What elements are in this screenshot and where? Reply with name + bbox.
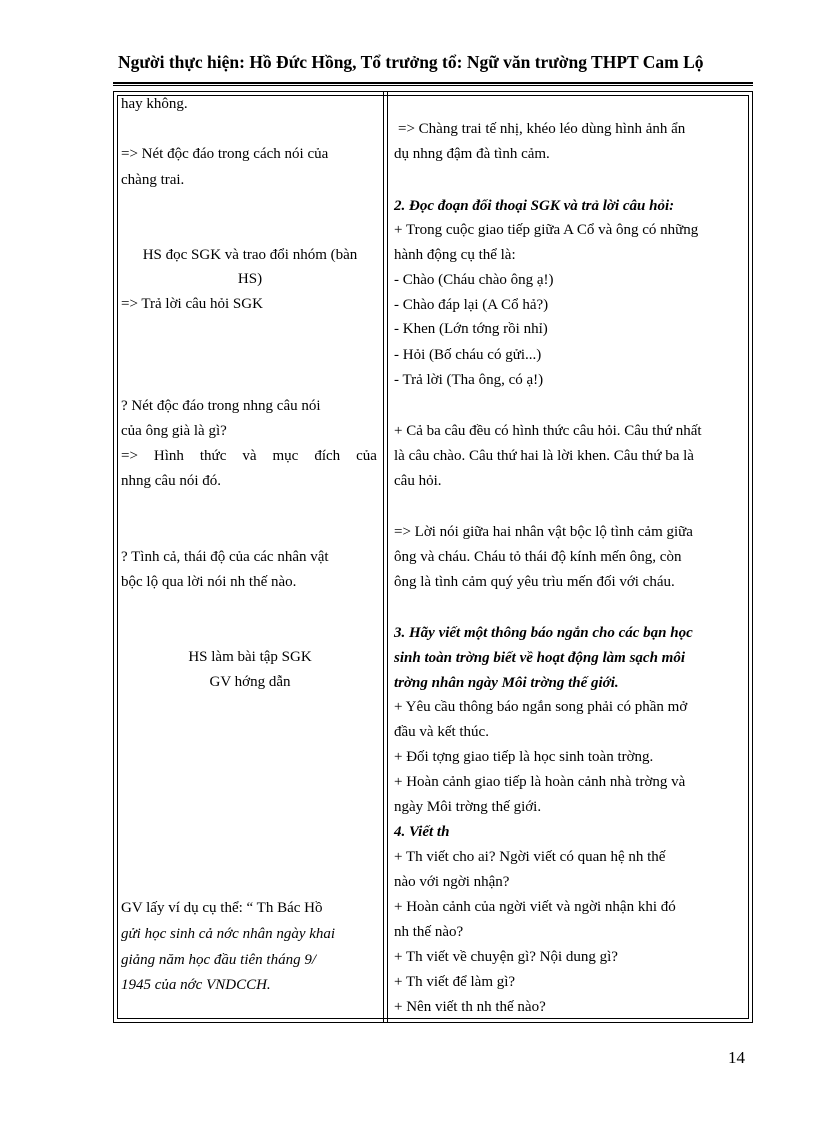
right-text: => Chàng trai tế nhị, khéo léo dùng hình ảnh ẩn	[398, 121, 686, 137]
right-text: + Th viết cho ai? Ngời viết có quan hệ nh thế	[394, 849, 666, 865]
right-text: => Lời nói giữa hai nhân vật bộc lộ tình cảm giữa	[394, 524, 693, 540]
left-text: nhng câu nói đó.	[121, 473, 221, 489]
right-text: - Chào đáp lại (A Cổ hả?)	[394, 297, 549, 313]
right-text: ngày Môi trờng thế giới.	[394, 799, 542, 815]
column-divider	[383, 91, 384, 1023]
left-text: HS)	[237, 271, 263, 287]
right-text: đầu và kết thúc.	[394, 724, 489, 740]
section-heading: 2. Đọc đoạn đối thoại SGK và trả lời câu hỏi:	[394, 198, 675, 214]
section-heading: trờng nhân ngày Môi trờng thế giới.	[394, 675, 619, 691]
left-text: hay không.	[121, 96, 188, 112]
word: đích	[314, 448, 341, 464]
right-text: dụ nhng đậm đà tình cảm.	[394, 146, 550, 162]
right-text: nh thế nào?	[394, 924, 464, 940]
word: và	[242, 448, 257, 464]
right-text: nào với ngời nhận?	[394, 874, 510, 890]
left-text	[121, 447, 377, 465]
page-number: 14	[728, 1048, 745, 1067]
left-text: giảng năm học đầu tiên tháng 9/	[121, 952, 316, 968]
left-text: => Trả lời câu hỏi SGK	[121, 296, 263, 312]
header-rule-thin	[113, 85, 753, 86]
word: của	[356, 448, 377, 464]
right-text: là câu chào. Câu thứ hai là lời khen. Câu thứ ba là	[394, 448, 694, 464]
word: =>	[121, 448, 138, 464]
left-text: của ông già là gì?	[121, 423, 227, 439]
left-text: HS đọc SGK và trao đổi nhóm (bàn	[142, 247, 358, 263]
right-text: - Trả lời (Tha ông, có ạ!)	[394, 372, 544, 388]
word: Hình	[153, 448, 184, 464]
word: mục	[272, 448, 299, 464]
left-text: chàng trai.	[121, 172, 185, 188]
left-text: GV lấy ví dụ cụ thể: “ Th Bác Hồ	[121, 900, 323, 916]
left-text: ? Tình cả, thái độ của các nhân vật	[121, 549, 329, 565]
right-text: - Chào (Cháu chào ông ạ!)	[394, 272, 554, 288]
right-text: + Trong cuộc giao tiếp giữa A Cổ và ông có những	[394, 222, 699, 238]
right-text: + Yêu cầu thông báo ngắn song phải có phần mở	[394, 699, 688, 715]
right-text: câu hỏi.	[394, 473, 442, 489]
left-text: ? Nét độc đáo trong nhng câu nói	[121, 398, 321, 414]
right-text: - Hỏi (Bố cháu có gửi...)	[394, 347, 542, 363]
left-text: 1945 của nớc VNDCCH.	[121, 977, 271, 993]
right-text: ông và cháu. Cháu tỏ thái độ kính mến ông, còn	[394, 549, 682, 565]
section-heading: 4. Viết th	[394, 824, 450, 840]
header-rule-thick	[113, 82, 753, 84]
left-text: GV hớng dẫn	[209, 674, 291, 690]
left-text: => Nét độc đáo trong cách nói của	[121, 146, 329, 162]
section-heading: 3. Hãy viết một thông báo ngắn cho các bạn học	[394, 625, 693, 641]
right-text: + Hoàn cảnh của ngời viết và ngời nhận khi đó	[394, 899, 676, 915]
right-text: + Hoàn cảnh giao tiếp là hoàn cảnh nhà trờng và	[394, 774, 686, 790]
section-heading: sinh toàn trờng biết về hoạt động làm sạch môi	[394, 650, 686, 666]
right-text: + Nên viết th nh thế nào?	[394, 999, 546, 1015]
right-text: hành động cụ thể là:	[394, 247, 516, 263]
column-divider	[387, 91, 388, 1023]
word: thức	[199, 448, 227, 464]
right-text: + Th viết về chuyện gì? Nội dung gì?	[394, 949, 618, 965]
left-text: bộc lộ qua lời nói nh thế nào.	[121, 574, 297, 590]
page-header: Người thực hiện: Hồ Đức Hồng, Tổ trưởng tổ: Ngữ văn trường THPT Cam Lộ	[118, 52, 704, 72]
right-text: + Th viết để làm gì?	[394, 974, 516, 990]
right-text: + Cả ba câu đều có hình thức câu hỏi. Câu thứ nhất	[394, 423, 702, 439]
left-text: HS làm bài tập SGK	[188, 649, 312, 665]
left-text: gửi học sinh cả nớc nhân ngày khai	[121, 926, 336, 942]
right-text: + Đối tợng giao tiếp là học sinh toàn trờng.	[394, 749, 654, 765]
right-text: - Khen (Lớn tớng rồi nhỉ)	[394, 321, 548, 337]
right-text: ông là tình cảm quý yêu trìu mến đối với cháu.	[394, 574, 675, 590]
